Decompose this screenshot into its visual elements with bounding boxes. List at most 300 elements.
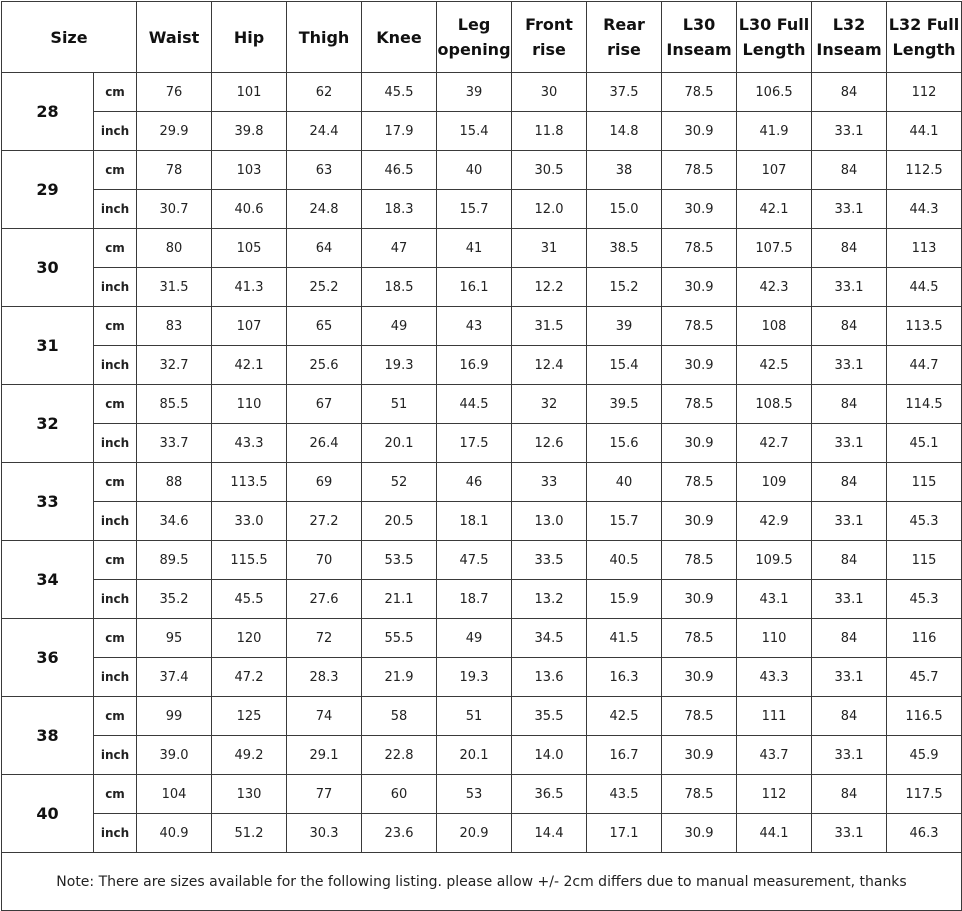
header-row [2, 2, 962, 73]
measurement-cell: 108.5 [737, 385, 812, 424]
column-header [137, 2, 212, 73]
column-header-line: L32 [832, 15, 866, 34]
measurement-cell: 40.9 [137, 814, 212, 853]
measurement-cell: 42.1 [212, 346, 287, 385]
measurement-cell: 42.7 [737, 424, 812, 463]
measurement-cell: 45.9 [887, 736, 962, 775]
column-header [887, 2, 962, 73]
measurement-cell: 115.5 [212, 541, 287, 580]
column-header-line: rise [532, 40, 566, 59]
measurement-cell: 42.5 [737, 346, 812, 385]
measurement-cell: 39.5 [587, 385, 662, 424]
measurement-cell: 49.2 [212, 736, 287, 775]
unit-label: cm [94, 463, 137, 502]
measurement-cell: 44.7 [887, 346, 962, 385]
measurement-cell: 47.2 [212, 658, 287, 697]
measurement-cell: 112 [887, 73, 962, 112]
measurement-cell: 74 [287, 697, 362, 736]
measurement-cell: 84 [812, 697, 887, 736]
measurement-cell: 53.5 [362, 541, 437, 580]
measurement-cell: 27.2 [287, 502, 362, 541]
measurement-cell: 78.5 [662, 229, 737, 268]
table-row [2, 697, 962, 736]
measurement-cell: 34.5 [512, 619, 587, 658]
measurement-cell: 114.5 [887, 385, 962, 424]
table-row [2, 190, 962, 229]
measurement-cell: 88 [137, 463, 212, 502]
size-label: 29 [2, 151, 94, 229]
column-header-line: opening [437, 40, 511, 59]
column-header [287, 2, 362, 73]
unit-label: inch [94, 424, 137, 463]
column-header-line: Waist [148, 27, 200, 47]
measurement-cell: 17.5 [437, 424, 512, 463]
column-header-line: Length [892, 40, 956, 59]
measurement-cell: 113 [887, 229, 962, 268]
measurement-cell: 84 [812, 775, 887, 814]
measurement-cell: 60 [362, 775, 437, 814]
unit-label: inch [94, 346, 137, 385]
measurement-cell: 33.1 [812, 658, 887, 697]
measurement-cell: 110 [737, 619, 812, 658]
measurement-cell: 33.1 [812, 268, 887, 307]
measurement-cell: 33.1 [812, 424, 887, 463]
measurement-cell: 31 [512, 229, 587, 268]
measurement-cell: 20.1 [362, 424, 437, 463]
measurement-cell: 45.3 [887, 580, 962, 619]
measurement-cell: 77 [287, 775, 362, 814]
measurement-cell: 31.5 [512, 307, 587, 346]
measurement-cell: 39.0 [137, 736, 212, 775]
measurement-cell: 83 [137, 307, 212, 346]
measurement-cell: 31.5 [137, 268, 212, 307]
measurement-cell: 125 [212, 697, 287, 736]
measurement-cell: 16.9 [437, 346, 512, 385]
column-header-line: rise [607, 40, 641, 59]
size-label: 38 [2, 697, 94, 775]
table-row [2, 580, 962, 619]
measurement-cell: 39 [587, 307, 662, 346]
column-header [737, 2, 812, 73]
table-row [2, 151, 962, 190]
measurement-cell: 30.9 [662, 190, 737, 229]
measurement-cell: 12.4 [512, 346, 587, 385]
measurement-cell: 15.4 [437, 112, 512, 151]
measurement-cell: 33.0 [212, 502, 287, 541]
measurement-cell: 37.5 [587, 73, 662, 112]
measurement-cell: 95 [137, 619, 212, 658]
size-chart-table [1, 1, 962, 911]
column-header [662, 2, 737, 73]
measurement-cell: 38.5 [587, 229, 662, 268]
measurement-cell: 69 [287, 463, 362, 502]
measurement-cell: 13.2 [512, 580, 587, 619]
unit-label: cm [94, 697, 137, 736]
measurement-cell: 18.5 [362, 268, 437, 307]
measurement-cell: 49 [437, 619, 512, 658]
measurement-cell: 28.3 [287, 658, 362, 697]
unit-label: cm [94, 307, 137, 346]
measurement-cell: 78.5 [662, 463, 737, 502]
measurement-cell: 21.9 [362, 658, 437, 697]
measurement-cell: 111 [737, 697, 812, 736]
column-header [437, 2, 512, 73]
measurement-cell: 109 [737, 463, 812, 502]
measurement-cell: 33.1 [812, 580, 887, 619]
measurement-cell: 78.5 [662, 151, 737, 190]
table-row [2, 619, 962, 658]
measurement-cell: 24.4 [287, 112, 362, 151]
measurement-cell: 44.3 [887, 190, 962, 229]
table-row [2, 814, 962, 853]
size-label: 32 [2, 385, 94, 463]
column-header-line: L32 Full [888, 15, 960, 34]
measurement-cell: 78 [137, 151, 212, 190]
column-header-line: Hip [233, 27, 265, 47]
measurement-cell: 51 [437, 697, 512, 736]
measurement-cell: 113.5 [887, 307, 962, 346]
measurement-cell: 41 [437, 229, 512, 268]
measurement-cell: 84 [812, 307, 887, 346]
size-label: 36 [2, 619, 94, 697]
measurement-cell: 45.1 [887, 424, 962, 463]
table-row [2, 346, 962, 385]
measurement-cell: 17.1 [587, 814, 662, 853]
measurement-cell: 15.4 [587, 346, 662, 385]
measurement-cell: 33.1 [812, 112, 887, 151]
measurement-cell: 107.5 [737, 229, 812, 268]
measurement-cell: 117.5 [887, 775, 962, 814]
column-header [812, 2, 887, 73]
measurement-cell: 30.3 [287, 814, 362, 853]
measurement-cell: 30.7 [137, 190, 212, 229]
measurement-cell: 33.1 [812, 814, 887, 853]
measurement-cell: 33.5 [512, 541, 587, 580]
column-header [512, 2, 587, 73]
unit-label: cm [94, 541, 137, 580]
measurement-cell: 16.3 [587, 658, 662, 697]
measurement-cell: 76 [137, 73, 212, 112]
table-row [2, 307, 962, 346]
size-label: 28 [2, 73, 94, 151]
column-header [587, 2, 662, 73]
measurement-cell: 45.3 [887, 502, 962, 541]
measurement-cell: 43 [437, 307, 512, 346]
measurement-cell: 33.1 [812, 190, 887, 229]
size-rows [2, 73, 962, 853]
measurement-cell: 24.8 [287, 190, 362, 229]
measurement-cell: 18.1 [437, 502, 512, 541]
measurement-cell: 14.0 [512, 736, 587, 775]
measurement-cell: 18.7 [437, 580, 512, 619]
unit-label: cm [94, 73, 137, 112]
measurement-cell: 26.4 [287, 424, 362, 463]
measurement-cell: 46 [437, 463, 512, 502]
measurement-cell: 30.9 [662, 736, 737, 775]
measurement-cell: 46.3 [887, 814, 962, 853]
measurement-cell: 103 [212, 151, 287, 190]
measurement-cell: 51 [362, 385, 437, 424]
size-label: 34 [2, 541, 94, 619]
column-header-line: Rear [603, 15, 645, 34]
column-header-line: Inseam [666, 40, 732, 59]
measurement-cell: 13.0 [512, 502, 587, 541]
unit-label: inch [94, 814, 137, 853]
measurement-cell: 21.1 [362, 580, 437, 619]
measurement-cell: 116.5 [887, 697, 962, 736]
measurement-cell: 20.1 [437, 736, 512, 775]
measurement-cell: 64 [287, 229, 362, 268]
table-row [2, 658, 962, 697]
table-row [2, 463, 962, 502]
unit-label: cm [94, 619, 137, 658]
measurement-cell: 99 [137, 697, 212, 736]
measurement-cell: 109.5 [737, 541, 812, 580]
measurement-cell: 17.9 [362, 112, 437, 151]
measurement-cell: 30.9 [662, 424, 737, 463]
column-header-line: Length [742, 40, 806, 59]
measurement-cell: 70 [287, 541, 362, 580]
measurement-cell: 55.5 [362, 619, 437, 658]
measurement-cell: 15.7 [437, 190, 512, 229]
measurement-cell: 30.9 [662, 502, 737, 541]
measurement-cell: 43.3 [212, 424, 287, 463]
measurement-cell: 40 [437, 151, 512, 190]
measurement-cell: 30.9 [662, 268, 737, 307]
measurement-cell: 106.5 [737, 73, 812, 112]
unit-label: cm [94, 229, 137, 268]
measurement-cell: 44.5 [437, 385, 512, 424]
measurement-cell: 36.5 [512, 775, 587, 814]
measurement-cell: 101 [212, 73, 287, 112]
measurement-cell: 84 [812, 385, 887, 424]
measurement-cell: 45.5 [212, 580, 287, 619]
column-header [362, 2, 437, 73]
measurement-cell: 33 [512, 463, 587, 502]
measurement-cell: 42.9 [737, 502, 812, 541]
measurement-cell: 25.6 [287, 346, 362, 385]
measurement-cell: 110 [212, 385, 287, 424]
unit-label: inch [94, 580, 137, 619]
measurement-cell: 33.1 [812, 346, 887, 385]
unit-label: cm [94, 775, 137, 814]
measurement-cell: 108 [737, 307, 812, 346]
measurement-cell: 42.5 [587, 697, 662, 736]
measurement-cell: 16.1 [437, 268, 512, 307]
measurement-cell: 15.7 [587, 502, 662, 541]
table-row [2, 268, 962, 307]
measurement-cell: 29.9 [137, 112, 212, 151]
measurement-cell: 52 [362, 463, 437, 502]
measurement-cell: 40.6 [212, 190, 287, 229]
measurement-cell: 29.1 [287, 736, 362, 775]
measurement-cell: 45.7 [887, 658, 962, 697]
measurement-cell: 120 [212, 619, 287, 658]
measurement-cell: 78.5 [662, 619, 737, 658]
measurement-cell: 43.3 [737, 658, 812, 697]
measurement-cell: 40 [587, 463, 662, 502]
table-row [2, 73, 962, 112]
column-header [212, 2, 287, 73]
table-row [2, 424, 962, 463]
measurement-cell: 42.1 [737, 190, 812, 229]
measurement-cell: 78.5 [662, 385, 737, 424]
measurement-cell: 40.5 [587, 541, 662, 580]
column-header-line: L30 [682, 15, 716, 34]
table-row [2, 541, 962, 580]
measurement-cell: 47.5 [437, 541, 512, 580]
measurement-cell: 49 [362, 307, 437, 346]
measurement-cell: 19.3 [437, 658, 512, 697]
measurement-cell: 53 [437, 775, 512, 814]
measurement-cell: 30.9 [662, 346, 737, 385]
measurement-cell: 30.5 [512, 151, 587, 190]
measurement-cell: 80 [137, 229, 212, 268]
column-header-line: Knee [376, 27, 422, 47]
measurement-cell: 47 [362, 229, 437, 268]
measurement-cell: 27.6 [287, 580, 362, 619]
measurement-cell: 15.9 [587, 580, 662, 619]
column-header-size: Size [2, 2, 137, 73]
table-row [2, 112, 962, 151]
measurement-cell: 107 [212, 307, 287, 346]
table-row [2, 736, 962, 775]
size-label: 40 [2, 775, 94, 853]
measurement-cell: 35.2 [137, 580, 212, 619]
measurement-cell: 12.0 [512, 190, 587, 229]
measurement-cell: 43.1 [737, 580, 812, 619]
measurement-cell: 32.7 [137, 346, 212, 385]
measurement-cell: 115 [887, 541, 962, 580]
measurement-cell: 12.2 [512, 268, 587, 307]
measurement-cell: 65 [287, 307, 362, 346]
size-label: 33 [2, 463, 94, 541]
measurement-cell: 34.6 [137, 502, 212, 541]
measurement-cell: 46.5 [362, 151, 437, 190]
unit-label: cm [94, 151, 137, 190]
measurement-cell: 37.4 [137, 658, 212, 697]
measurement-cell: 89.5 [137, 541, 212, 580]
measurement-cell: 20.9 [437, 814, 512, 853]
measurement-cell: 15.2 [587, 268, 662, 307]
measurement-cell: 38 [587, 151, 662, 190]
measurement-cell: 33.1 [812, 502, 887, 541]
column-header-line: Front [525, 15, 573, 34]
measurement-note: Note: There are sizes available for the following listing. please allow +/- 2cm differs due to manual measurement, thanks [2, 853, 962, 911]
table-row [2, 385, 962, 424]
measurement-cell: 62 [287, 73, 362, 112]
measurement-cell: 84 [812, 619, 887, 658]
size-label: 31 [2, 307, 94, 385]
measurement-cell: 18.3 [362, 190, 437, 229]
measurement-cell: 63 [287, 151, 362, 190]
measurement-cell: 44.1 [887, 112, 962, 151]
measurement-cell: 72 [287, 619, 362, 658]
measurement-cell: 41.3 [212, 268, 287, 307]
measurement-cell: 14.4 [512, 814, 587, 853]
column-header-line: L30 Full [738, 15, 810, 34]
measurement-cell: 30.9 [662, 658, 737, 697]
measurement-cell: 15.0 [587, 190, 662, 229]
measurement-cell: 43.7 [737, 736, 812, 775]
measurement-cell: 33.1 [812, 736, 887, 775]
measurement-cell: 113.5 [212, 463, 287, 502]
measurement-cell: 30.9 [662, 814, 737, 853]
measurement-cell: 116 [887, 619, 962, 658]
unit-label: inch [94, 658, 137, 697]
measurement-cell: 23.6 [362, 814, 437, 853]
measurement-cell: 78.5 [662, 541, 737, 580]
unit-label: inch [94, 502, 137, 541]
measurement-cell: 51.2 [212, 814, 287, 853]
measurement-cell: 105 [212, 229, 287, 268]
measurement-cell: 112.5 [887, 151, 962, 190]
measurement-cell: 22.8 [362, 736, 437, 775]
unit-label: inch [94, 112, 137, 151]
measurement-cell: 41.9 [737, 112, 812, 151]
unit-label: inch [94, 190, 137, 229]
measurement-cell: 30 [512, 73, 587, 112]
measurement-cell: 25.2 [287, 268, 362, 307]
measurement-cell: 45.5 [362, 73, 437, 112]
measurement-cell: 107 [737, 151, 812, 190]
measurement-cell: 35.5 [512, 697, 587, 736]
measurement-cell: 33.7 [137, 424, 212, 463]
measurement-cell: 85.5 [137, 385, 212, 424]
measurement-cell: 16.7 [587, 736, 662, 775]
table-row [2, 775, 962, 814]
note-row [2, 853, 962, 911]
measurement-cell: 30.9 [662, 580, 737, 619]
unit-label: inch [94, 268, 137, 307]
unit-label: cm [94, 385, 137, 424]
measurement-cell: 19.3 [362, 346, 437, 385]
table-row [2, 502, 962, 541]
measurement-cell: 84 [812, 151, 887, 190]
measurement-cell: 58 [362, 697, 437, 736]
size-label: 30 [2, 229, 94, 307]
measurement-cell: 12.6 [512, 424, 587, 463]
measurement-cell: 115 [887, 463, 962, 502]
measurement-cell: 78.5 [662, 697, 737, 736]
measurement-cell: 13.6 [512, 658, 587, 697]
measurement-cell: 104 [137, 775, 212, 814]
measurement-cell: 14.8 [587, 112, 662, 151]
measurement-cell: 41.5 [587, 619, 662, 658]
measurement-cell: 130 [212, 775, 287, 814]
measurement-cell: 84 [812, 541, 887, 580]
measurement-cell: 44.1 [737, 814, 812, 853]
measurement-cell: 84 [812, 229, 887, 268]
measurement-cell: 78.5 [662, 307, 737, 346]
table-row [2, 229, 962, 268]
measurement-cell: 15.6 [587, 424, 662, 463]
measurement-cell: 112 [737, 775, 812, 814]
measurement-cell: 78.5 [662, 73, 737, 112]
measurement-cell: 44.5 [887, 268, 962, 307]
unit-label: inch [94, 736, 137, 775]
measurement-cell: 84 [812, 463, 887, 502]
measurement-cell: 43.5 [587, 775, 662, 814]
column-header-line: Inseam [816, 40, 882, 59]
column-header-line: Leg [457, 15, 491, 34]
measurement-cell: 84 [812, 73, 887, 112]
measurement-cell: 30.9 [662, 112, 737, 151]
measurement-cell: 11.8 [512, 112, 587, 151]
measurement-cell: 39 [437, 73, 512, 112]
measurement-cell: 32 [512, 385, 587, 424]
measurement-cell: 39.8 [212, 112, 287, 151]
